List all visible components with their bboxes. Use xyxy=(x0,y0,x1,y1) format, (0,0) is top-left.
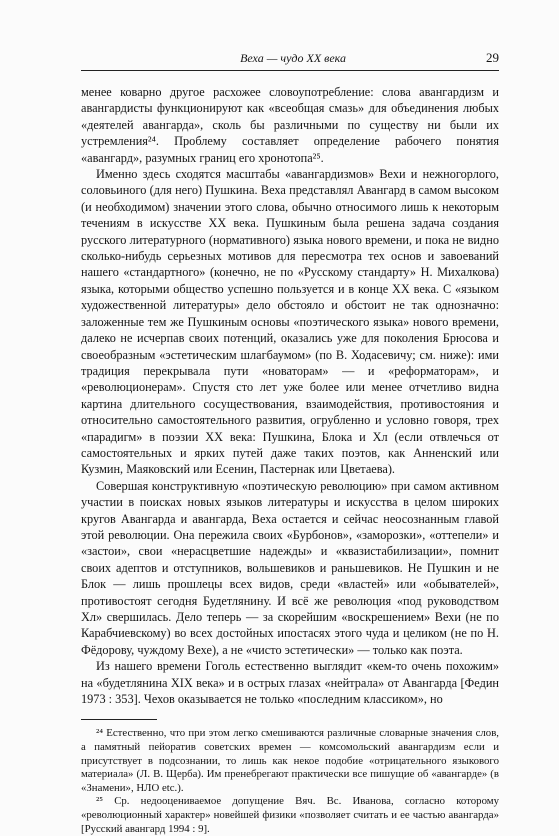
footnote-24: ²⁴ Естественно, что при этом легко смешиваются различные словарные значения слов, а памятный пейоратив советских времен — комсомольский авангардизм если и присутствует в подсознании, то лишь как некое подобие «отрицательного языкового материала» (Л. В. Щерба). Им пренебрегают практически все пишущие об «авангарде» (в «Знамени», НЛО etc.). xyxy=(81,727,499,794)
running-header xyxy=(81,50,499,71)
paragraph: Из нашего времени Гоголь естественно выглядит «кем-то очень похожим» на «будетлянина XIX века» и в острых глазах «нейтрала» от Авангарда [Федин 1973 : 353]. Чехов оказывается не только «последним классиком», но xyxy=(81,659,499,707)
footnote-25: ²⁵ Ср. недооцениваемое допущение Вяч. Вс. Иванова, согласно которому «революционный характер» новейшей физики «позволяет считать и ее частью авангарда» [Русский авангард 1994 : 9]. xyxy=(81,795,499,835)
running-title: Веха — чудо XX века xyxy=(240,51,346,65)
footnote-separator xyxy=(81,719,157,720)
paragraph: менее коварно другое расхожее словоупотребление: слова авангардизм и авангардисты функционируют как «всеобщая смазь» для объединения любых «деятелей авангарда», сколь бы различными по существу ни были их устремления²⁴. Проблему составляет определение рабочего понятия «авангард», разумных границ его хронотопа²⁵. xyxy=(81,85,499,165)
page-number: 29 xyxy=(486,50,499,65)
paragraph: Именно здесь сходятся масштабы «авангардизмов» Вехи и нежногорлого, соловьиного (для него) Пушкина. Веха представлял Авангард в самом высоком (и необходимом) значении этого слова, обычно относимого лишь к некоторым течениям в искусстве XX века. Пушкиным была решена задача создания русского литературного (нормативного) языка нового времени, и пока не видно сколько-нибудь серьезных мотивов для пересмотра тех основ и завоеваний нашего «стандартного» (конечно, не по «Русскому стандарту» Н. Михалкова) языка, которыми общество успешно пользуется и в конце XX века. С «языком художественной литературы» дело обстояло и обстоит не так однозначно: заложенные тем же Пушкиным основы «поэтического языка» нового времени, далеко не исчерпав своих потенций, оказались уже для поколения Брюсова и своеобразным «эстетическим шлагбаумом» (по В. Ходасевичу; см. ниже): ими традиция перекрывала пути «новаторам» — и «реформаторам», и «революционерам». Спустя сто лет уже более или менее отчетливо видна картина длительного сосуществования, взаимодействия, противостояния и относительно самостоятельного развития, огрубленно и условно говоря, трех «парадигм» в поэзии XX века: Пушкина, Блока и Хл (если отвлечься от самостоятельных и ярких путей даже таких поэтов, как Анненский или Кузмин, Маяковский или Есенин, Пастернак или Цветаева). xyxy=(81,167,499,477)
paragraph: Совершая конструктивную «поэтическую революцию» при самом активном участии в поисках новых языков литературы и искусства в целом широких кругов Авангарда и авангарда, Веха остается и сейчас неосознанным главой этой революции. Она пережила своих «Бурбонов», «заморозки», «оттепели» и «застои», свои «нерасцветшие надежды» и «квазистабилизации», помнит своих адептов и отступников, вольшевиков и раньшевиков. Не Пушкин и не Блок — лишь прошлецы всех видов, среди «властей» или «обывателей», противостоят сегодня Будетлянину. И всё же революция «под руководством Хл» свершилась. Дело теперь — за скорейшим «воскрешением» Вехи (не по Карабчиевскому) во всех достойных ипостасях этого чуда и целиком (не по Н. Фёдорову, чуждому Вехе), а не «чисто эстетически» — только как поэта. xyxy=(81,478,499,657)
main-text xyxy=(81,84,499,836)
